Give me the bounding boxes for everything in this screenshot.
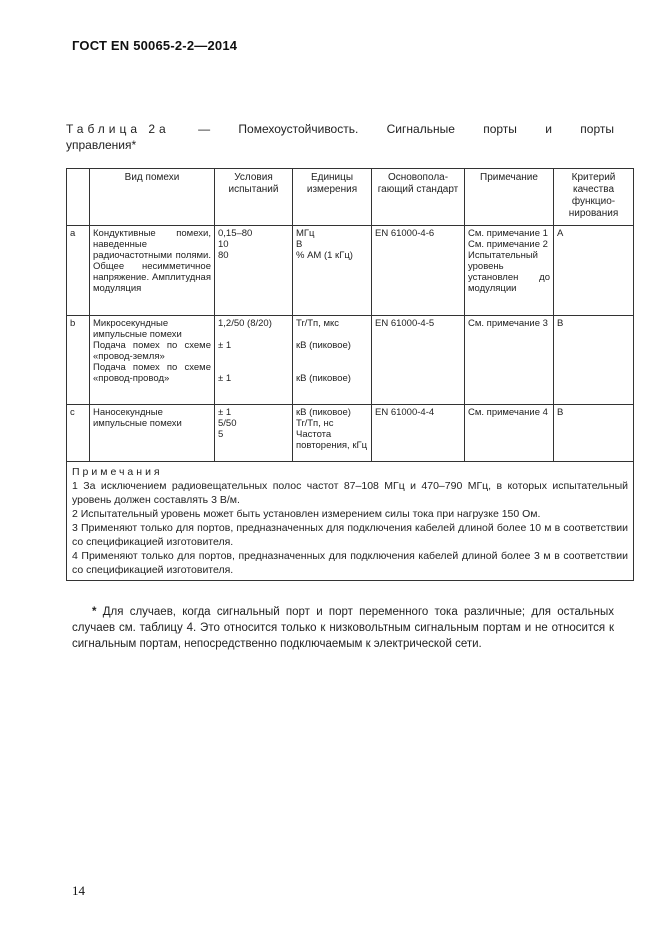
notes-title: Примечания [72, 466, 163, 478]
table-caption [66, 121, 614, 153]
row-criteria: A [554, 226, 634, 316]
row-unit-part: Tr/Tп, мкс [296, 318, 340, 329]
note-item: 1 За исключением радиовещательных полос частот 87–108 МГц и 470–790 МГц, в которых испытательный уровень должен составлять 3 В/м. [72, 480, 628, 506]
row-id: c [67, 405, 90, 462]
footnote [72, 604, 614, 652]
row-conditions: ± 1 5/50 5 [215, 405, 293, 462]
note-item: 4 Применяют только для портов, предназначенных для подключения кабелей длиной более 3 м в соответствии со спецификацией изготовителя. [72, 550, 628, 576]
row-id: b [67, 316, 90, 405]
caption-word: Сигнальные [386, 122, 455, 136]
notes-cell [67, 462, 634, 581]
header-criteria: Критерий качества функцио-нирования [554, 169, 634, 226]
note-item: 2 Испытательный уровень может быть установлен измерением силы тока при нагрузке 150 Ом. [72, 508, 541, 520]
row-standard: EN 61000-4-5 [372, 316, 465, 405]
table-row [67, 226, 634, 316]
caption-word: Помехоустойчивость. [238, 122, 359, 136]
row-units: кВ (пиковое) Tr/Tп, нс Частота повторения, кГц [293, 405, 372, 462]
caption-word: и [545, 122, 552, 136]
immunity-table [66, 168, 634, 581]
row-condition-part: ± 1 [218, 373, 232, 384]
caption-dash: — [198, 122, 211, 136]
row-criteria: B [554, 405, 634, 462]
header-id-cell [67, 169, 90, 226]
row-type-part: Подача помех по схеме «провод-провод» [93, 362, 211, 384]
row-units: МГц В % АМ (1 кГц) [293, 226, 372, 316]
row-standard: EN 61000-4-6 [372, 226, 465, 316]
header-note: Примечание [465, 169, 554, 226]
row-type: Кондуктивные помехи, наведенные радиочастотными полями. Общее несимметичное напряжение. Амплитудная модуляция [90, 226, 215, 316]
row-unit-part: кВ (пиковое) [296, 373, 351, 384]
row-unit-part: кВ (пиковое) [296, 340, 351, 351]
table-label: Таблица 2а [66, 122, 170, 136]
header-conditions: Условия испытаний [215, 169, 293, 226]
row-type-part: Подача помех по схеме «провод-земля» [93, 340, 211, 362]
row-type [90, 316, 215, 405]
document-header: ГОСТ EN 50065-2-2—2014 [72, 38, 238, 53]
row-units [293, 316, 372, 405]
row-note: См. примечание 4 [465, 405, 554, 462]
row-condition-part: 1,2/50 (8/20) [218, 318, 272, 329]
table-row [67, 316, 634, 405]
row-note: См. примечание 3 [465, 316, 554, 405]
row-note: См. примечание 1 См. примечание 2 Испытательный уровень установлен до модуляции [465, 226, 554, 316]
table-header-row [67, 169, 634, 226]
row-type-part: Микросекундные импульсные помехи [93, 318, 182, 340]
row-type: Наносекундные импульсные помехи [90, 405, 215, 462]
row-standard: EN 61000-4-4 [372, 405, 465, 462]
row-conditions: 0,15–80 10 80 [215, 226, 293, 316]
row-id: a [67, 226, 90, 316]
row-conditions [215, 316, 293, 405]
caption-line2: управления* [66, 138, 137, 152]
header-standard: Основопола-гающий стандарт [372, 169, 465, 226]
footnote-mark: * [92, 606, 97, 618]
footnote-text: Для случаев, когда сигнальный порт и порт переменного тока различные; для остальных случаев см. таблицу 4. Это относится только к низковольтным сигнальным портам и не относится к сигнальным портам, непосредственно подключаемым к электрической сети. [72, 606, 614, 650]
page-number: 14 [72, 883, 85, 898]
notes-row [67, 462, 634, 581]
row-condition-part: ± 1 [218, 340, 232, 351]
caption-word: порты [580, 122, 614, 136]
row-criteria: B [554, 316, 634, 405]
header-type: Вид помехи [90, 169, 215, 226]
note-item: 3 Применяют только для портов, предназначенных для подключения кабелей длиной более 10 м в соответствии со спецификацией изготовителя. [72, 522, 628, 548]
header-units: Единицы измерения [293, 169, 372, 226]
table-row [67, 405, 634, 462]
caption-word: порты [483, 122, 517, 136]
